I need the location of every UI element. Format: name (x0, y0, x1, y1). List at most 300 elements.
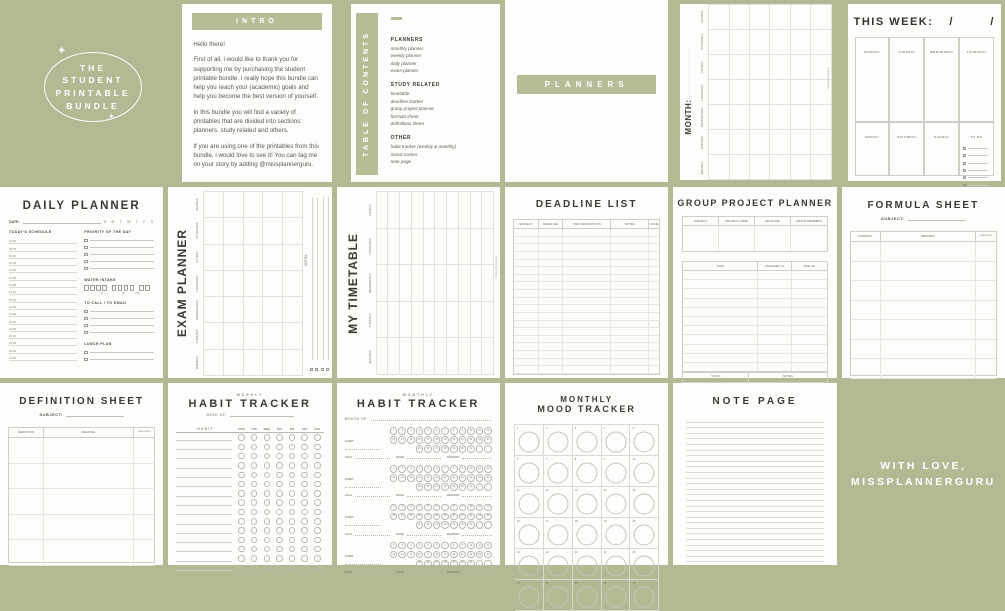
exam-grid-cell (224, 218, 244, 244)
month-grid-cell (730, 80, 750, 105)
exam-grid-cell (244, 218, 264, 244)
mood-day-cell (573, 425, 602, 456)
day-circle: 7 (441, 542, 449, 550)
day-circle: 26 (424, 521, 432, 529)
month-grid-cell (750, 105, 770, 130)
week-cell-thursday: THURSDAY (959, 37, 994, 122)
habit-circle (238, 546, 245, 553)
habit-circle (301, 444, 308, 451)
day-label: MON (238, 426, 245, 431)
day-circle: 23 (476, 551, 484, 559)
habit-circle (289, 527, 296, 534)
footer-label: DONE: (395, 531, 405, 536)
definition-header (9, 428, 154, 438)
checkbox-icon (84, 260, 88, 264)
timetable-grid-cell (435, 265, 447, 302)
habit-weekly-rows (176, 433, 323, 572)
time-label: 23:00 (9, 356, 16, 361)
habit-circle (314, 555, 321, 562)
toc-section (391, 82, 494, 126)
habit-section (345, 464, 492, 497)
todo-line (968, 170, 988, 171)
habit-circle (301, 555, 308, 562)
table-row (9, 464, 154, 490)
day-circle: 15 (407, 436, 415, 444)
mood-day-cell (515, 580, 544, 611)
habit-weekly-title: HABIT TRACKER (188, 398, 312, 410)
table-row (851, 359, 996, 379)
day-circle: 17 (424, 513, 432, 521)
cell-habit-tracker-monthly (337, 383, 500, 574)
day-circle: 12 (484, 427, 492, 435)
month-grid-cell (811, 5, 831, 30)
day-circle: 15 (407, 513, 415, 521)
day-circle: 17 (424, 474, 432, 482)
month-grid-cell (750, 30, 770, 55)
cell-toc (337, 0, 500, 182)
table-row (514, 237, 659, 245)
day-circle-row (387, 436, 492, 444)
definition-title: DEFINITION SHEET (19, 396, 145, 407)
exam-grid-cell (224, 245, 244, 271)
exam-grid-cell (263, 350, 283, 376)
day-circle: 27 (433, 483, 441, 491)
day-circle: 11 (476, 504, 484, 512)
day-circle: 21 (459, 513, 467, 521)
day-number: 2 (545, 426, 548, 430)
habit-circle (314, 527, 321, 534)
day-circle: 9 (459, 542, 467, 550)
sparkle-icon: ✦ (57, 45, 67, 57)
day-circle: 2 (398, 427, 406, 435)
day-circle: 8 (450, 465, 458, 473)
toc-item: definitions sheet (390, 121, 424, 127)
table-row (9, 540, 154, 566)
todo-line (968, 177, 988, 178)
habit-circle (276, 444, 283, 451)
timetable-grid-cell (400, 229, 412, 266)
time-slot-row (9, 325, 77, 332)
habit-circle (289, 499, 296, 506)
day-circle: 5 (424, 542, 432, 550)
habit-circle (251, 444, 258, 451)
mood-circle (547, 493, 568, 514)
day-circle: 29 (450, 445, 458, 453)
lunch-row (84, 349, 154, 356)
day-circle: 27 (433, 560, 441, 568)
habit-circle (289, 509, 296, 516)
day-circle-row (387, 560, 492, 568)
day-number: 4 (603, 426, 606, 430)
habit-name-line (176, 434, 232, 441)
checkbox-icon (963, 147, 966, 150)
habit-circle (251, 518, 258, 525)
habit-circle (264, 472, 271, 479)
project-info-row (683, 226, 826, 251)
time-slot-row (9, 332, 77, 339)
time-slot-row (9, 252, 77, 259)
day-circle: 11 (476, 427, 484, 435)
time-slot-row (9, 339, 77, 346)
habit-row (176, 526, 323, 535)
month-grid-cell (709, 130, 729, 155)
checkbox-icon (963, 162, 966, 165)
day-number: 17 (545, 519, 549, 523)
day-circle: 28 (441, 445, 449, 453)
day-circle: 8 (450, 427, 458, 435)
toc-banner-label: TABLE OF CONTENTS (363, 31, 371, 157)
day-circle: 20 (450, 436, 458, 444)
mood-circle (518, 586, 539, 607)
subject-row (0, 412, 163, 417)
section-footer (345, 455, 492, 459)
glass-group (84, 285, 107, 291)
formula-table (850, 231, 997, 376)
day-circle-row (387, 445, 492, 453)
toc-section-items (391, 46, 494, 74)
habit-circle (289, 537, 296, 544)
day-circle: 27 (433, 445, 441, 453)
group-footer (682, 371, 827, 383)
checkbox-icon (84, 358, 88, 362)
todo-line (968, 163, 988, 164)
mood-circle (547, 462, 568, 483)
time-slot-row (9, 346, 77, 353)
table-row (514, 313, 659, 321)
habit-section (345, 426, 492, 459)
note-title: NOTE PAGE (712, 396, 798, 407)
todo-line (968, 185, 988, 186)
day-circle: 16 (416, 474, 424, 482)
day-label: THURSDAY (368, 237, 372, 255)
timetable-grid-cell (471, 192, 483, 229)
daily-title: DAILY PLANNER (22, 200, 141, 212)
schedule-column (9, 230, 77, 363)
habit-label: HABIT: (344, 515, 354, 520)
day-circle: 26 (424, 445, 432, 453)
timetable-grid-cell (424, 338, 436, 375)
day-number: 7 (545, 457, 548, 461)
day-circle: 30 (459, 560, 467, 568)
timetable-grid-cell (482, 302, 494, 339)
timetable-grid-cell (447, 229, 459, 266)
formula-header (851, 232, 996, 242)
table-row (514, 298, 659, 306)
month-grid-cell (791, 5, 811, 30)
day-circle: 16 (416, 551, 424, 559)
timetable-grid-cell (400, 192, 412, 229)
habit-name-line (345, 564, 381, 565)
exam-grid-cell (244, 245, 264, 271)
habit-name-line (176, 462, 232, 469)
habit-row (176, 433, 323, 442)
exam-grid-cell (204, 323, 224, 349)
timetable-grid-cell (412, 229, 424, 266)
day-circle: 21 (459, 551, 467, 559)
glass-group (112, 285, 135, 291)
toc-item: habit tracker (weekly & monthly) (390, 143, 457, 149)
time-label: 13:00 (9, 283, 16, 288)
exam-title-strip (172, 191, 192, 376)
month-fill-line: .................... (685, 49, 692, 100)
watermark: @missplannerguru (826, 67, 830, 90)
day-number: 15 (632, 488, 636, 492)
habit-circle (238, 453, 245, 460)
time-slot-row (9, 354, 77, 361)
day-circle: 18 (433, 513, 441, 521)
habit-circle (264, 518, 271, 525)
table-row (683, 271, 826, 280)
month-of-line (371, 420, 492, 421)
page-group-project (673, 187, 836, 378)
mood-circle (605, 586, 626, 607)
mood-day-cell (602, 580, 631, 611)
time-label: 21:00 (9, 341, 16, 346)
lunch-row (84, 356, 154, 363)
month-grid-cell (770, 80, 790, 105)
habit-circle (314, 518, 321, 525)
glass-icon (102, 285, 107, 291)
call-rows (84, 308, 154, 336)
call-row (84, 315, 154, 322)
exam-grid-cell (283, 218, 303, 244)
month-grid-cell (791, 130, 811, 155)
ruled-line (686, 557, 823, 563)
glass-icon (112, 285, 117, 291)
habit-row (176, 452, 323, 461)
habit-circle (238, 565, 245, 572)
habit-name-line (345, 525, 381, 526)
page-formula-sheet (842, 187, 1005, 378)
month-grid-cell (811, 105, 831, 130)
habit-monthly-sections (345, 426, 492, 574)
exam-grid-cell (204, 192, 224, 218)
glass-icon (139, 285, 144, 291)
timetable-grid-cell (471, 302, 483, 339)
toc-item: formula sheet (390, 113, 419, 119)
weekly-tag: WEEKLY (236, 393, 264, 397)
mood-day-cell (602, 487, 631, 518)
month-grid-cell (770, 30, 790, 55)
checkbox-icon (326, 368, 329, 371)
habit-circle (276, 565, 283, 572)
exam-grid-cell (204, 218, 224, 244)
definition-table (8, 427, 155, 563)
timetable-grid-cell (400, 265, 412, 302)
task-rows (683, 271, 826, 372)
day-circle: 10 (467, 465, 475, 473)
time-label: 20:00 (9, 334, 16, 339)
habit-circle (301, 490, 308, 497)
glass-icon (96, 285, 101, 291)
timetable-grid-cell (400, 302, 412, 339)
table-row (514, 366, 659, 374)
subject-line (66, 416, 124, 417)
day-label: SATURDAY (196, 222, 200, 239)
habit-circle (264, 527, 271, 534)
checkbox-icon (84, 317, 88, 321)
day-circle: 16 (416, 513, 424, 521)
todo-row (963, 154, 990, 157)
habit-row (176, 470, 323, 479)
table-row (514, 282, 659, 290)
month-grid-cell (770, 130, 790, 155)
day-circle-rows (387, 426, 492, 453)
weekday-letters: S M T W T F S (103, 220, 155, 224)
toc-section-items (391, 144, 494, 164)
timetable-grid-cell (377, 338, 389, 375)
day-circle: 6 (433, 427, 441, 435)
formula-rows (851, 242, 996, 379)
mood-day-cell (630, 425, 659, 456)
habit-circle (301, 546, 308, 553)
subject-line (908, 220, 966, 221)
mood-circle (547, 555, 568, 576)
cell-outro (842, 383, 1005, 565)
section-footer (345, 532, 492, 536)
column-header: GROUP MEMBERS (795, 219, 822, 223)
habit-label: HABIT: (344, 439, 354, 443)
mood-circle (518, 462, 539, 483)
cell-intro (168, 0, 331, 182)
month-grid-cell (730, 5, 750, 30)
exam-grid-cell (244, 323, 264, 349)
table-row (514, 336, 659, 344)
table-row (851, 281, 996, 301)
habit-name-line (176, 537, 232, 544)
toc-section-items (391, 91, 494, 126)
day-circle (476, 521, 484, 529)
table-row (514, 252, 659, 260)
mood-day-cell (602, 425, 634, 456)
habit-circle (251, 509, 258, 516)
cell-daily-planner (0, 187, 163, 378)
column-header: DONE (650, 222, 659, 226)
timetable-grid-cell (459, 302, 471, 339)
footer-label: GOAL: (344, 455, 354, 460)
day-circle: 11 (476, 465, 484, 473)
timetable-grid-cell (424, 229, 436, 266)
time-slot-row (9, 303, 77, 310)
habit-circle (251, 490, 258, 497)
day-circle: 29 (450, 521, 458, 529)
date-label: DATE: (9, 220, 20, 224)
habit-circle (314, 481, 321, 488)
habit-circle (251, 481, 258, 488)
habit-circle (301, 537, 308, 544)
exam-grid-cell (204, 245, 224, 271)
task-header (683, 262, 826, 271)
day-circle: 28 (441, 483, 449, 491)
cell-formula-sheet (842, 187, 1005, 378)
exam-notes-strip (303, 191, 329, 376)
mood-day-cell (544, 549, 573, 580)
habit-circle (289, 444, 296, 451)
day-circle: 4 (416, 542, 424, 550)
habit-circle (276, 518, 283, 525)
day-circle: 10 (467, 427, 475, 435)
mood-circle (547, 524, 568, 545)
habit-name-line (176, 518, 232, 525)
mood-circle (576, 431, 597, 452)
toc-banner (356, 13, 378, 175)
day-label: WEDNESDAY (368, 273, 372, 293)
column-header: SUBJECT (514, 220, 539, 228)
time-slot-row (9, 295, 77, 302)
mood-circle (605, 462, 626, 483)
day-circle: 25 (416, 445, 424, 453)
week-grid (855, 37, 994, 176)
toc-item: mood tracker (390, 151, 418, 157)
habit-circle (264, 565, 271, 572)
mood-day-cell (630, 580, 659, 611)
habit-name-line (345, 449, 381, 450)
mood-circle (547, 431, 568, 452)
mood-day-cell (544, 487, 573, 518)
day-circle (476, 483, 484, 491)
todo-row (963, 162, 990, 165)
timetable-grid-cell (424, 302, 436, 339)
exam-grid-cell (244, 192, 264, 218)
habit-circle (289, 462, 296, 469)
date-line (23, 223, 101, 224)
deadline-rows (514, 229, 659, 374)
day-label: SUNDAY (196, 197, 200, 211)
week-title: THIS WEEK: (853, 16, 934, 28)
month-grid-cell (750, 80, 770, 105)
timetable-grid-cell (459, 338, 471, 375)
mood-circle (518, 493, 539, 514)
date-row (9, 220, 154, 224)
day-circle-row (387, 542, 492, 550)
timetable-grid-cell (471, 265, 483, 302)
timetable-grid-cell (377, 265, 389, 302)
day-circle: 13 (390, 474, 398, 482)
watermark: @missplannerguru (494, 255, 498, 278)
day-circle: 7 (441, 427, 449, 435)
exam-grid-cell (283, 350, 303, 376)
habit-name-line (176, 481, 232, 488)
day-circle: 18 (433, 436, 441, 444)
day-circle: 6 (433, 465, 441, 473)
month-of-label: MONTH OF: (344, 417, 369, 421)
timetable-grid-cell (447, 192, 459, 229)
group-project-title: GROUP PROJECT PLANNER (677, 198, 833, 208)
cell-timetable (337, 187, 500, 378)
notes-lines (312, 197, 330, 360)
glass-icon (124, 285, 129, 291)
habit-circle (264, 481, 271, 488)
day-circle: 24 (484, 436, 492, 444)
mood-day-cell (573, 518, 602, 549)
day-circle-row (387, 513, 492, 521)
day-circle: 22 (467, 474, 475, 482)
day-circle: 22 (467, 513, 475, 521)
day-circle: 13 (390, 436, 398, 444)
week-title-row (848, 16, 1001, 28)
priority-row (84, 265, 154, 272)
day-circle: 30 (459, 483, 467, 491)
footer-label: GOAL: (344, 493, 354, 498)
timetable-grid-cell (400, 338, 412, 375)
glass-icon (130, 285, 135, 291)
exam-grid-cell (244, 271, 264, 297)
intro-paragraphs (182, 30, 331, 174)
habit-circle (289, 555, 296, 562)
exam-grid-cell (224, 350, 244, 376)
timetable-day-labels (365, 191, 376, 375)
time-label: 08:00 (9, 246, 16, 251)
